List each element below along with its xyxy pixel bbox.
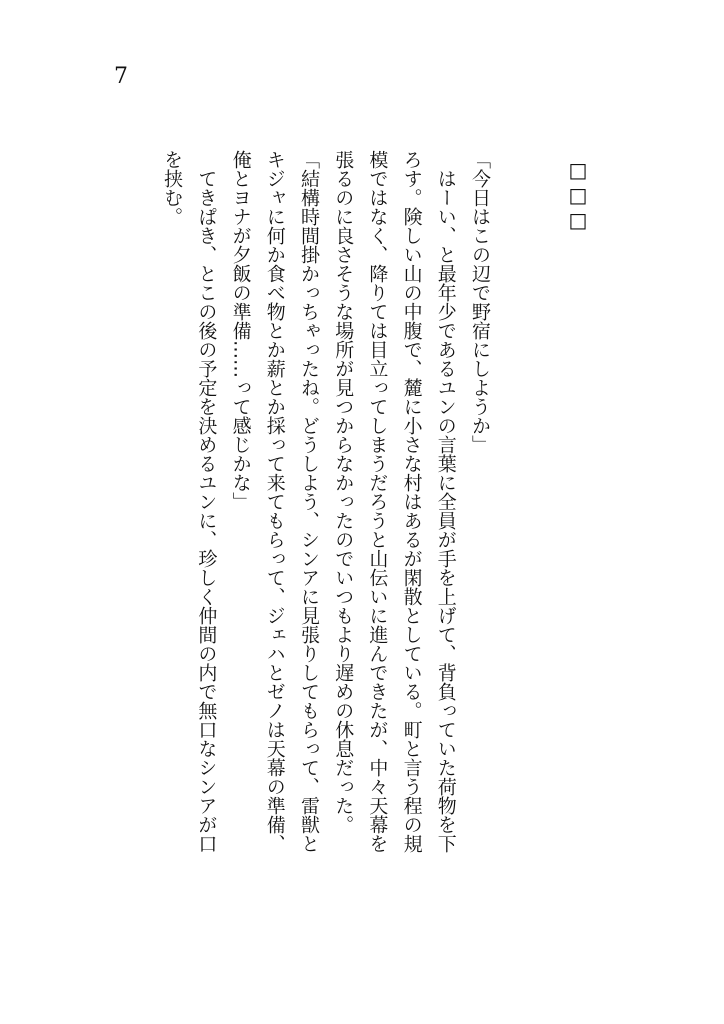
section-mark: □□□	[566, 158, 590, 233]
paragraph-dialogue-2: 「結構時間掛かっちゃったね。どうしよう、シンアに見張りしてもらって、雷獣とキジャに何か食べ物とか薪とか採って来てもらって、ジェハとゼノは天幕の準備、俺とヨナが夕飯の準備……って感じかな」	[229, 150, 320, 853]
paragraph-dialogue-1: 「今日はこの辺で野宿にしようか」	[469, 150, 491, 454]
vertical-text-body	[155, 150, 497, 860]
paragraph-narration-1: はーい、と最年少であるユンの言葉に全員が手を上げて、背負っていた荷物を下ろす。険しい山の中腹で、麓に小さな村はあるが閑散としている。町と言う程の規模ではなく、降りては目立ってしまうだろうと山伝いに進んできたが、中々天幕を張るのに良さそうな場所が見つからなかったのでいつもより遅めの休息だった。	[332, 150, 457, 853]
paragraph-narration-2: てきぱき、とこの後の予定を決めるユンに、珍しく仲間の内で無口なシンアが口を挟む。	[161, 150, 218, 853]
page-number: 7	[114, 64, 128, 89]
